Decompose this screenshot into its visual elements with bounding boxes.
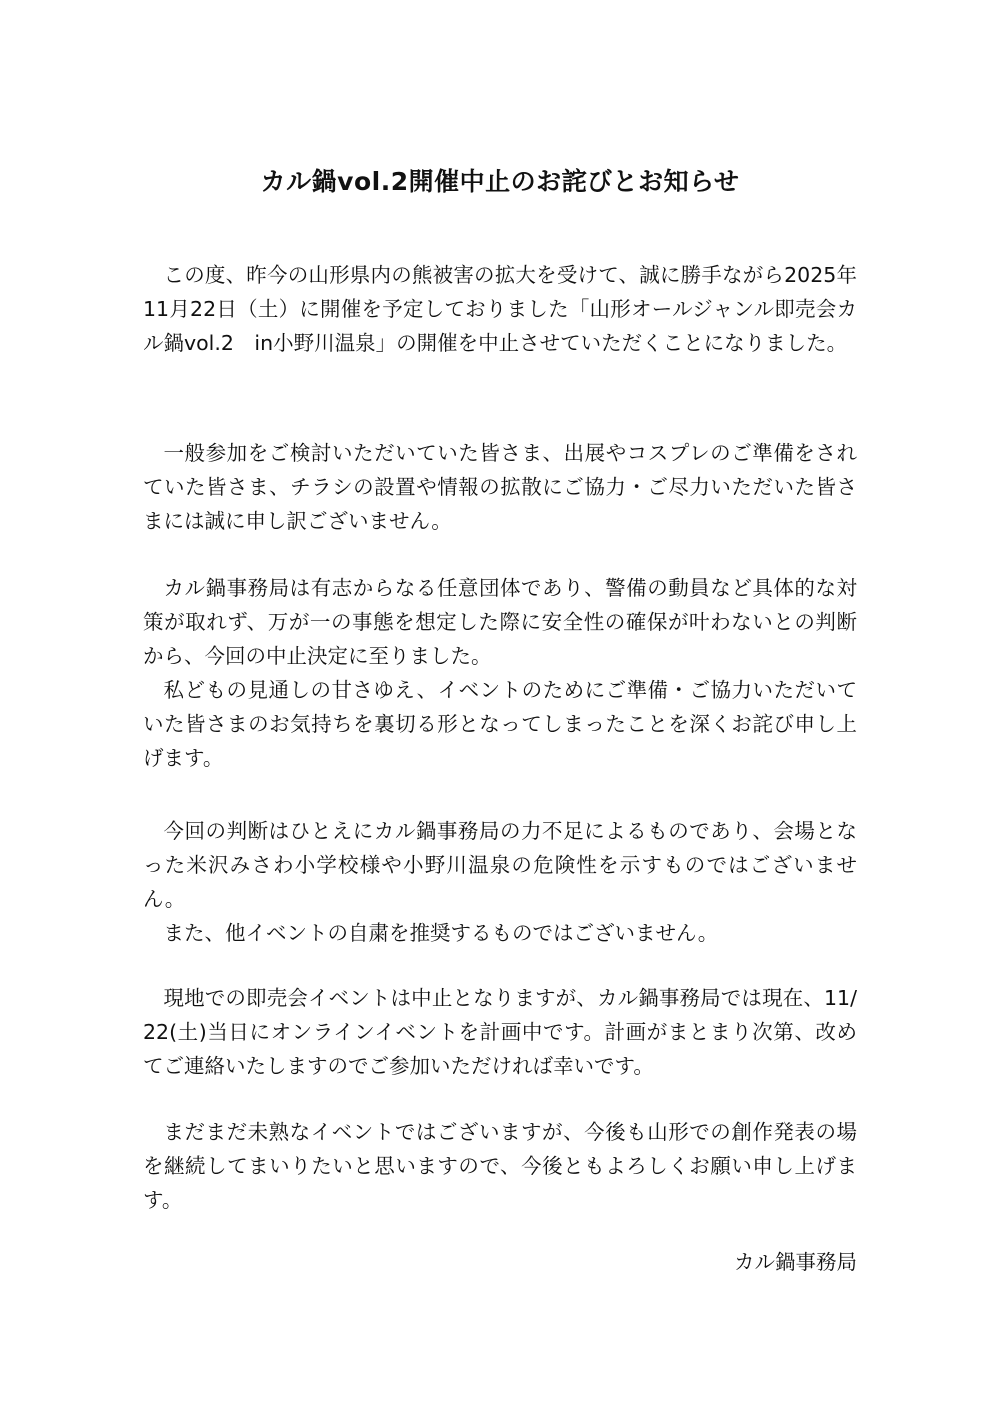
paragraph-text: この度、昨今の山形県内の熊被害の拡大を受けて、誠に勝手ながら2025年11月22日（土）に開催を予定しておりました「山形オールジャンル即売会カル鍋vol.2 in小野川温泉」の開催を中止させていただくことになりました。 — [143, 263, 857, 355]
page-title: カル鍋vol.2開催中止のお詫びとお知らせ — [260, 167, 740, 196]
paragraph-reason — [143, 571, 857, 775]
paragraph-closing — [143, 1115, 857, 1217]
signature: カル鍋事務局 — [734, 1250, 857, 1274]
paragraph-clarification — [143, 814, 857, 950]
paragraph-text: 私どもの見通しの甘さゆえ、イベントのためにご準備・ご協力いただいていた皆さまのお気持ちを裏切る形となってしまったことを深くお詫び申し上げます。 — [143, 678, 857, 770]
paragraph-text: また、他イベントの自粛を推奨するものではございません。 — [163, 921, 719, 945]
paragraph-online-event — [143, 981, 857, 1083]
paragraph-apology-participants — [143, 436, 857, 538]
paragraph-text: 今回の判断はひとえにカル鍋事務局の力不足によるものであり、会場となった米沢みさわ小学校様や小野川温泉の危険性を示すものではございません。 — [143, 819, 857, 911]
paragraph-text: まだまだ未熟なイベントではございますが、今後も山形での創作発表の場を継続してまいりたいと思いますので、今後ともよろしくお願い申し上げます。 — [143, 1120, 857, 1212]
paragraph-text: 現地での即売会イベントは中止となりますが、カル鍋事務局では現在、11/22(土)当日にオンラインイベントを計画中です。計画がまとまり次第、改めてご連絡いたしますのでご参加いただければ幸いです。 — [143, 986, 857, 1078]
paragraph-cancellation — [143, 258, 857, 360]
paragraph-text: カル鍋事務局は有志からなる任意団体であり、警備の動員など具体的な対策が取れず、万が一の事態を想定した際に安全性の確保が叶わないとの判断から、今回の中止決定に至りました。 — [143, 576, 857, 668]
paragraph-text: 一般参加をご検討いただいていた皆さま、出展やコスプレのご準備をされていた皆さま、チラシの設置や情報の拡散にご協力・ご尽力いただいた皆さまには誠に申し訳ございません。 — [143, 441, 857, 533]
